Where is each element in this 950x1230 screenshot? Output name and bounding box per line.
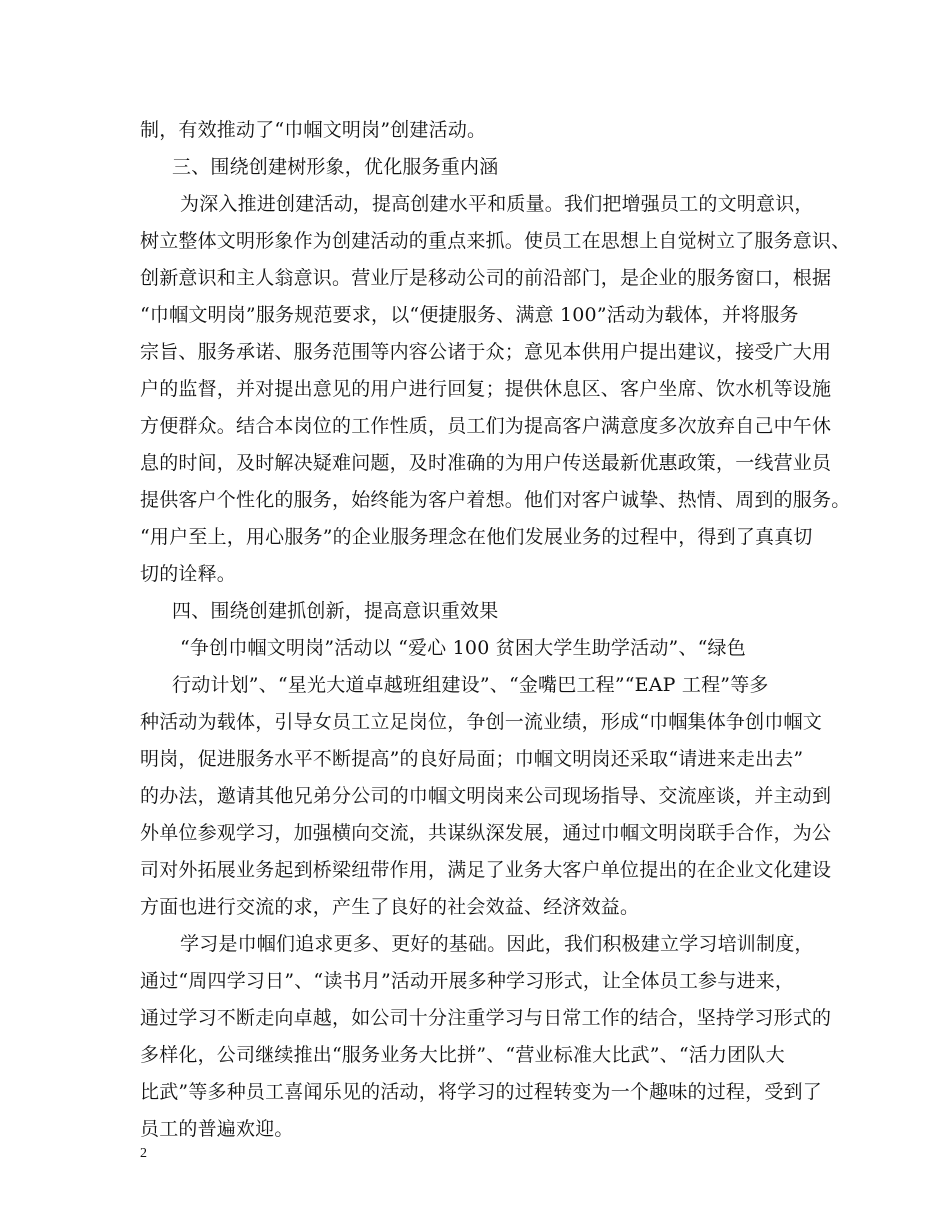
text-line: 通过“周四学习日”、“读书月”活动开展多种学习形式，让全体员工参与进来， [140, 970, 795, 992]
text-line: 明岗，促进服务水平不断提高”的良好局面；巾帼文明岗还采取“请进来走出去” [140, 748, 804, 770]
text-line: “巾帼文明岗”服务规范要求，以“便捷服务、满意 100”活动为载体，并将服务 [140, 304, 799, 326]
text-line: 为深入推进创建活动，提高创建水平和质量。我们把增强员工的文明意识， [180, 193, 814, 215]
text-line: 的办法，邀请其他兄弟分公司的巾帼文明岗来公司现场指导、交流座谈，并主动到 [140, 785, 832, 807]
text-line: 种活动为载体，引导女员工立足岗位，争创一流业绩，形成“巾帼集体争创巾帼文 [140, 711, 822, 733]
text-line: 提供客户个性化的服务，始终能为客户着想。他们对客户诚挚、热情、周到的服务。 [140, 489, 851, 511]
text-line: 员工的普遍欢迎。 [140, 1118, 294, 1140]
text-line: “争创巾帼文明岗”活动以 “爱心 100 贫困大学生助学活动”、“绿色 [180, 637, 746, 659]
section-heading-3: 三、围绕创建树形象，优化服务重内涵 [172, 156, 499, 178]
text-line: 外单位参观学习，加强横向交流，共谋纵深发展，通过巾帼文明岗联手合作，为公 [140, 822, 832, 844]
text-line: 制，有效推动了“巾帼文明岗”创建活动。 [140, 119, 487, 141]
text-line: 方便群众。结合本岗位的工作性质，员工们为提高客户满意度多次放弃自己中午休 [140, 415, 832, 437]
text-line: 树立整体文明形象作为创建活动的重点来抓。使员工在思想上自觉树立了服务意识、 [140, 230, 851, 252]
text-line: 学习是巾帼们追求更多、更好的基础。因此，我们积极建立学习培训制度， [180, 933, 814, 955]
text-line: 多样化，公司继续推出“服务业务大比拼”、“营业标准大比武”、“活力团队大 [140, 1044, 785, 1066]
text-line: 行动计划”、“星光大道卓越班组建设”、“金嘴巴工程”“EAP 工程”等多 [172, 674, 769, 696]
text-line: 息的时间，及时解决疑难问题，及时准确的为用户传送最新优惠政策，一线营业员 [140, 452, 832, 474]
text-line: 户的监督，并对提出意见的用户进行回复；提供休息区、客户坐席、饮水机等设施 [140, 378, 832, 400]
text-line: 切的诠释。 [140, 563, 237, 585]
text-line: “用户至上，用心服务”的企业服务理念在他们发展业务的过程中，得到了真真切 [140, 526, 813, 548]
text-line: 方面也进行交流的求，产生了良好的社会效益、经济效益。 [140, 896, 640, 918]
page-number: 2 [140, 1146, 147, 1161]
section-heading-4: 四、围绕创建抓创新，提高意识重效果 [172, 600, 499, 622]
text-line: 司对外拓展业务起到桥梁纽带作用，满足了业务大客户单位提出的在企业文化建设 [140, 859, 832, 881]
text-line: 通过学习不断走向卓越，如公司十分注重学习与日常工作的结合，坚持学习形式的 [140, 1007, 832, 1029]
text-line: 宗旨、服务承诺、服务范围等内容公诸于众；意见本供用户提出建议，接受广大用 [140, 341, 832, 363]
text-line: 比武”等多种员工喜闻乐见的活动，将学习的过程转变为一个趣味的过程，受到了 [140, 1081, 822, 1103]
text-line: 创新意识和主人翁意识。营业厅是移动公司的前沿部门，是企业的服务窗口，根据 [140, 267, 832, 289]
